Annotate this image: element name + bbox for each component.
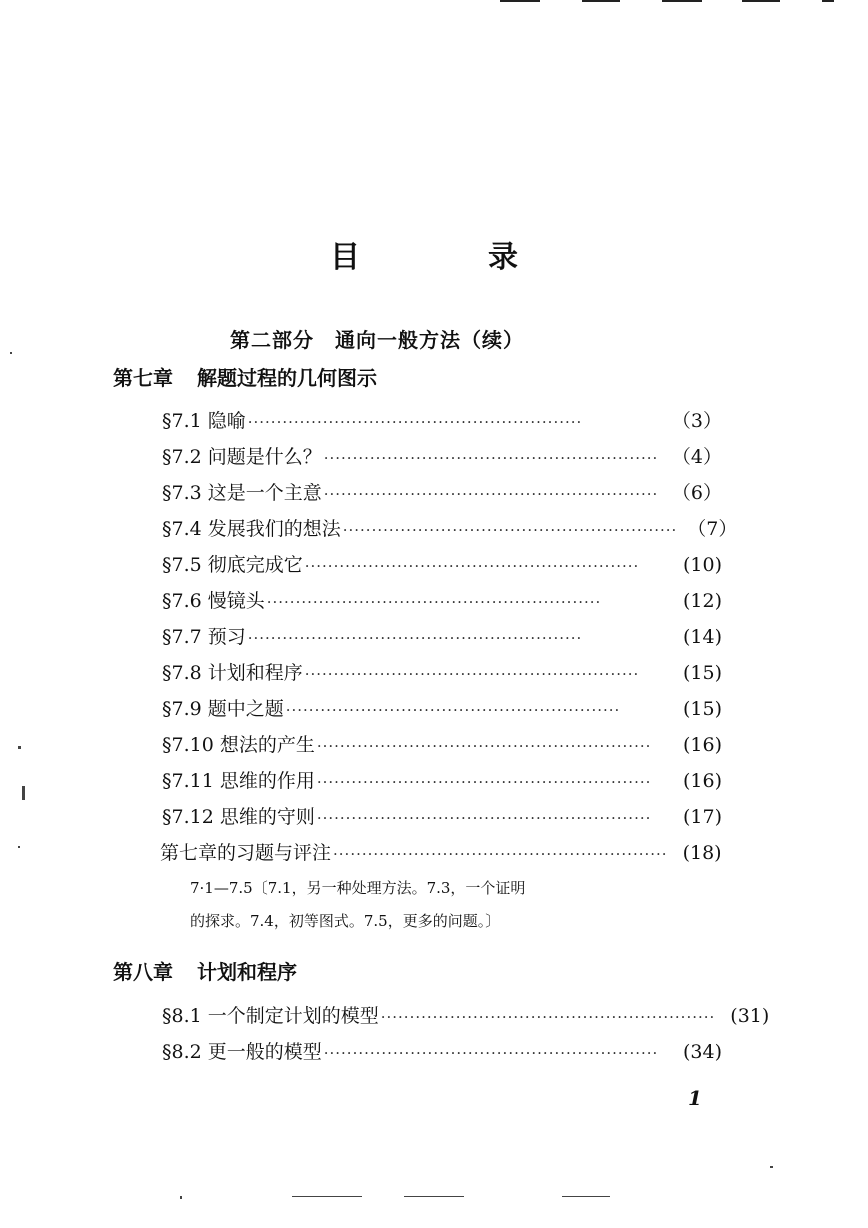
chapter-heading (113, 362, 377, 391)
page-ref: （6） (671, 482, 722, 504)
title-right-char: 录 (488, 240, 518, 275)
page-ref: (34) (682, 1041, 722, 1063)
chapter-label: 第八章 (113, 960, 173, 984)
page-ref: (31) (730, 1005, 770, 1027)
toc-entry[interactable] (162, 586, 722, 614)
section-title: 发展我们的想法 (207, 518, 341, 540)
page-ref: （7） (687, 518, 738, 540)
page-ref: (17) (682, 806, 722, 828)
scan-speck (18, 846, 20, 848)
chapter-heading (113, 956, 297, 985)
page-ref: (14) (682, 626, 722, 648)
scan-mark (500, 0, 540, 2)
section-title: 隐喻 (207, 410, 246, 432)
section-title: 计划和程序 (207, 662, 303, 684)
part-heading: 第二部分 通向一般方法（续） (230, 328, 524, 352)
dot-leader: ·························································· (316, 737, 652, 755)
scan-speck (22, 786, 25, 800)
page-ref: (15) (682, 662, 722, 684)
section-number: §7.5 (162, 554, 202, 576)
page-title (0, 232, 868, 275)
dot-leader: ·························································· (304, 557, 640, 575)
section-title: 更一般的模型 (207, 1041, 322, 1063)
dot-leader: ·························································· (323, 449, 659, 467)
section-title: 彻底完成它 (207, 554, 303, 576)
section-title: 题中之题 (207, 698, 284, 720)
section-title: 想法的产生 (219, 734, 315, 756)
section-title: 预习 (207, 626, 246, 648)
chapter-label: 第七章 (113, 366, 173, 390)
scan-mark (582, 0, 620, 2)
section-number: §7.12 (162, 806, 214, 828)
section-number: §7.10 (162, 734, 214, 756)
scan-speck (562, 1196, 610, 1197)
section-title: 思维的守则 (219, 806, 315, 828)
section-title: 一个制定计划的模型 (207, 1005, 379, 1027)
toc-entry[interactable] (162, 622, 722, 650)
scan-mark (742, 0, 780, 2)
toc-entry[interactable] (162, 406, 722, 434)
scan-mark (822, 0, 834, 2)
page-ref: (16) (682, 770, 722, 792)
page-number: 1 (688, 1086, 702, 1110)
dot-leader: ·························································· (323, 485, 659, 503)
dot-leader: ·························································· (304, 665, 640, 683)
page-ref: (15) (682, 698, 722, 720)
dot-leader: ·························································· (342, 521, 678, 539)
toc-entry[interactable] (162, 658, 722, 686)
section-number: §7.1 (162, 410, 202, 432)
section-title: 问题是什么？ (207, 446, 322, 468)
toc-entry-exercises[interactable] (160, 838, 720, 866)
toc-entry[interactable] (162, 514, 738, 542)
toc-entry[interactable] (162, 694, 722, 722)
note-line: 的探求。7.4，初等图式。7.5，更多的问题。〕 (190, 912, 501, 930)
section-number: §7.7 (162, 626, 202, 648)
toc-entry[interactable] (162, 802, 722, 830)
scan-speck (404, 1196, 464, 1197)
dot-leader: ·························································· (285, 701, 621, 719)
section-number: §7.3 (162, 482, 202, 504)
section-title: 思维的作用 (219, 770, 315, 792)
dot-leader: ·························································· (266, 593, 602, 611)
dot-leader: ·························································· (316, 809, 652, 827)
scan-speck (770, 1166, 773, 1168)
toc-entry[interactable] (162, 1001, 770, 1029)
section-number: §7.9 (162, 698, 202, 720)
exercise-notes (190, 872, 650, 938)
title-left-char: 目 (330, 240, 360, 275)
toc-entry[interactable] (162, 766, 722, 794)
page-ref: （4） (671, 446, 722, 468)
page-ref: (10) (682, 554, 722, 576)
section-number: §7.4 (162, 518, 202, 540)
scan-speck (10, 352, 12, 354)
section-number: §7.2 (162, 446, 202, 468)
exercises-title: 第七章的习题与评注 (160, 842, 332, 864)
dot-leader: ·························································· (380, 1008, 716, 1026)
chapter-title: 计划和程序 (197, 960, 297, 984)
toc-entry[interactable] (162, 442, 722, 470)
section-number: §7.8 (162, 662, 202, 684)
toc-entry[interactable] (162, 1037, 722, 1065)
scan-mark (662, 0, 702, 2)
section-number: §7.11 (162, 770, 214, 792)
section-title: 慢镜头 (207, 590, 265, 612)
section-number: §8.1 (162, 1005, 202, 1027)
scan-speck (18, 746, 21, 749)
page-ref: (18) (682, 842, 722, 864)
page-ref: (16) (682, 734, 722, 756)
dot-leader: ·························································· (323, 1044, 659, 1062)
page-ref: (12) (682, 590, 722, 612)
page-ref: （3） (671, 410, 722, 432)
section-number: §8.2 (162, 1041, 202, 1063)
dot-leader: ·························································· (247, 413, 583, 431)
toc-entry[interactable] (162, 730, 722, 758)
toc-entry[interactable] (162, 478, 722, 506)
toc-entry[interactable] (162, 550, 722, 578)
scan-speck (180, 1196, 182, 1199)
dot-leader: ·························································· (333, 845, 668, 863)
chapter-title: 解题过程的几何图示 (197, 366, 377, 390)
section-number: §7.6 (162, 590, 202, 612)
scan-speck (292, 1196, 362, 1197)
section-title: 这是一个主意 (207, 482, 322, 504)
dot-leader: ·························································· (247, 629, 583, 647)
note-line: 7·1—7.5〔7.1，另一种处理方法。7.3，一个证明 (190, 879, 526, 897)
dot-leader: ·························································· (316, 773, 652, 791)
